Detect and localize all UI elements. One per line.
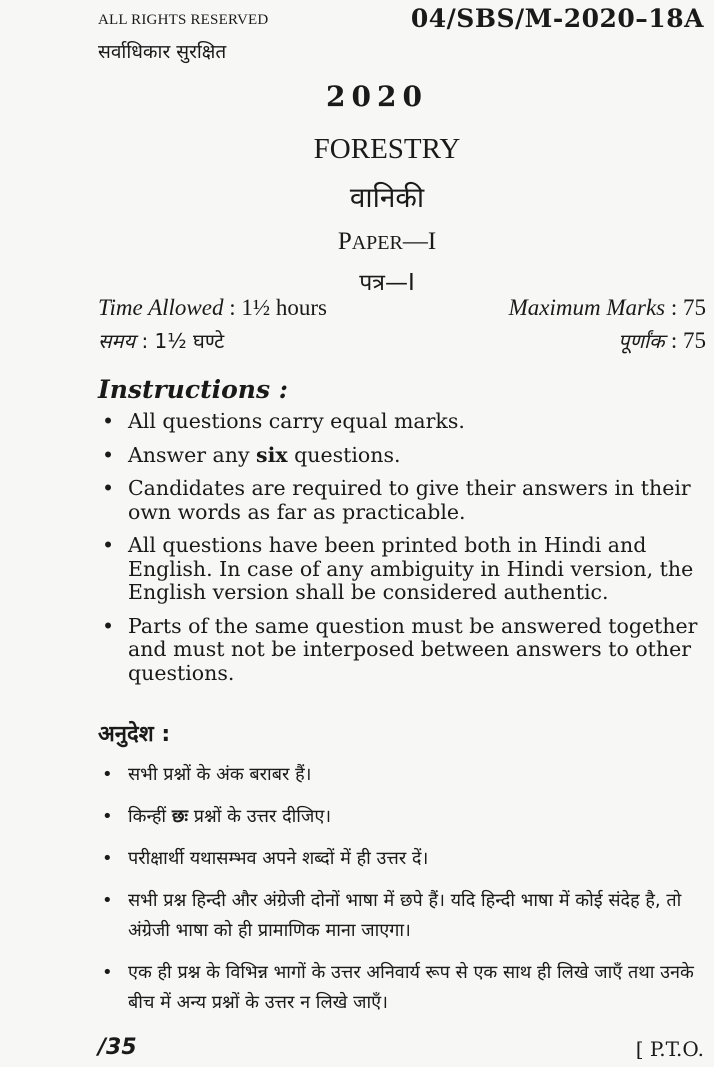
bullet-icon: • xyxy=(102,409,115,433)
rights-reserved-en: ALL RIGHTS RESERVED xyxy=(98,12,269,28)
bullet-icon: • xyxy=(102,764,113,785)
bullet-icon: • xyxy=(102,848,113,869)
list-item xyxy=(98,477,708,524)
list-item xyxy=(98,410,708,434)
list-item xyxy=(98,615,708,686)
instruction-text: सभी प्रश्नों के अंक बराबर हैं। xyxy=(128,764,312,785)
list-item xyxy=(98,886,708,946)
rights-reserved-hi: सर्वाधिकार सुरक्षित xyxy=(98,41,227,63)
time-allowed-en xyxy=(98,295,327,321)
paper-numeral: —I xyxy=(402,228,437,255)
bullet-icon: • xyxy=(102,806,113,827)
instruction-text: Candidates are required to give their answers in their own words as far as practicable. xyxy=(128,476,691,524)
instruction-text-emphasis: six xyxy=(256,442,288,467)
instructions-heading: Instructions : xyxy=(98,375,288,404)
instruction-text-part: प्रश्नों के उत्तर दीजिए। xyxy=(188,806,332,827)
subject-title-hi: वानिकी xyxy=(349,181,425,214)
list-item xyxy=(98,802,708,832)
marks-value-hi: : 75 xyxy=(670,328,706,353)
instruction-text: परीक्षार्थी यथासम्भव अपने शब्दों में ही उत्तर दें। xyxy=(128,848,429,869)
max-marks-label: Maximum Marks xyxy=(508,295,666,320)
exam-year: 2020 xyxy=(326,80,428,113)
instruction-text: Parts of the same question must be answered together and must not be interposed between answers to other questions. xyxy=(128,613,698,685)
bullet-icon: • xyxy=(102,613,115,638)
paper-number-en xyxy=(0,228,714,256)
marks-label-hi: पूर्णांक xyxy=(618,329,665,353)
subject-title-en: FORESTRY xyxy=(313,133,461,165)
instruction-text-part: questions. xyxy=(287,442,401,467)
instruction-text: सभी प्रश्न हिन्दी और अंग्रेजी दोनों भाषा में छपे हैं। यदि हिन्दी भाषा में कोई संदेह है, तो अंग्रेजी भाषा को ही प्रामाणिक माना जाएगा। xyxy=(128,890,682,941)
bullet-icon: • xyxy=(102,533,115,557)
list-item xyxy=(98,534,708,605)
paper-smallcaps: APER xyxy=(351,232,403,254)
instructions-list-hi xyxy=(98,760,708,1030)
instruction-text-part: Answer any xyxy=(128,442,257,467)
time-allowed-label: Time Allowed xyxy=(98,295,224,320)
instruction-text xyxy=(128,443,400,467)
list-item xyxy=(98,760,708,790)
instruction-text xyxy=(128,806,331,827)
max-marks-value: : 75 xyxy=(670,295,706,320)
bullet-icon: • xyxy=(102,476,115,500)
instruction-text: All questions have been printed both in Hindi and English. In case of any ambiguity in Hindi version, the English version shall be considered authentic. xyxy=(128,533,694,604)
bullet-icon: • xyxy=(102,890,113,911)
list-item xyxy=(98,958,708,1018)
bullet-icon: • xyxy=(102,962,113,983)
list-item xyxy=(98,444,708,468)
instructions-list-en xyxy=(98,410,708,695)
list-item xyxy=(98,844,708,874)
instruction-text-part: किन्हीं xyxy=(128,806,172,827)
time-label-hi: समय xyxy=(98,329,136,353)
instruction-text-emphasis: छः xyxy=(171,806,189,827)
instructions-heading-hi: अनुदेश : xyxy=(98,722,171,747)
instruction-text: All questions carry equal marks. xyxy=(128,409,465,433)
time-allowed-hi xyxy=(98,327,224,354)
page-count: /35 xyxy=(98,1035,137,1060)
time-allowed-value: : 1½ hours xyxy=(229,295,327,320)
paper-code: 04/SBS/M-2020–18A xyxy=(410,4,704,33)
time-marks-row-en xyxy=(98,295,706,321)
instruction-text: एक ही प्रश्न के विभिन्न भागों के उत्तर अनिवार्य रूप से एक साथ ही लिखे जाएँ तथा उनके बीच में अन्य प्रश्नों के उत्तर न लिखे जाएँ। xyxy=(128,962,694,1013)
bullet-icon: • xyxy=(102,442,115,467)
paper-number-hi: पत्र—I xyxy=(359,270,415,296)
max-marks-hi xyxy=(618,327,706,354)
paper-initial: P xyxy=(337,228,352,255)
time-value-hi: : 1½ घण्टे xyxy=(141,329,225,353)
pto-note: [ P.T.O. xyxy=(635,1037,704,1061)
max-marks-en xyxy=(509,295,706,321)
time-marks-row-hi xyxy=(98,327,706,354)
